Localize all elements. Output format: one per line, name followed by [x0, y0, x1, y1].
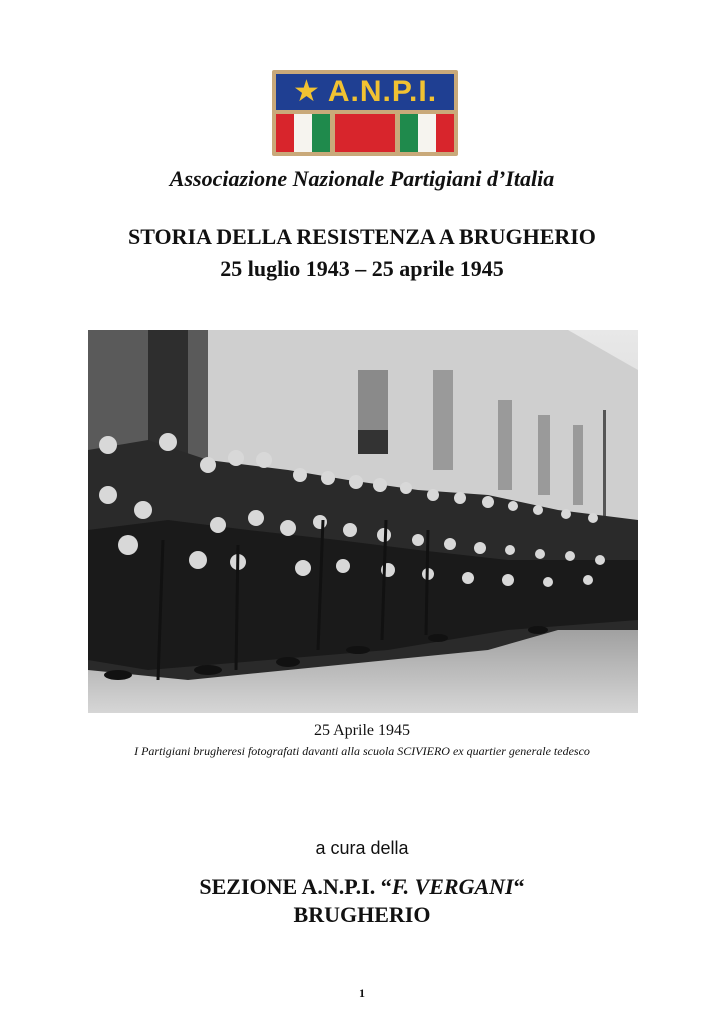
logo-flags [276, 114, 454, 152]
page-number: 1 [359, 986, 365, 1000]
star-icon: ★ [292, 74, 320, 109]
section-honoree: F. VERGANI [391, 874, 514, 899]
italian-flag-left [276, 114, 330, 152]
photo-caption-description: I Partigiani brugheresi fotografati davanti alla scuola SCIVIERO ex quartier generale tedesco [134, 744, 590, 758]
document-title: STORIA DELLA RESISTENZA A BRUGHERIO [128, 224, 596, 249]
section-suffix: “ [513, 874, 525, 899]
partisans-photo [88, 330, 638, 713]
section-location: BRUGHERIO [293, 902, 431, 927]
document-dates: 25 luglio 1943 – 25 aprile 1945 [220, 256, 504, 281]
logo-text: A.N.P.I. [327, 75, 438, 108]
anpi-logo [272, 70, 458, 156]
curated-by: a cura della [315, 838, 409, 858]
italian-flag-right [400, 114, 454, 152]
section-prefix: SEZIONE A.N.P.I. “ [199, 874, 392, 899]
section-name [0, 874, 724, 900]
logo-banner [276, 74, 454, 110]
red-band [335, 114, 395, 152]
association-name: Associazione Nazionale Partigiani d’Italia [169, 166, 555, 191]
photo-caption-date: 25 Aprile 1945 [314, 722, 410, 739]
photo-illustration [88, 330, 638, 713]
